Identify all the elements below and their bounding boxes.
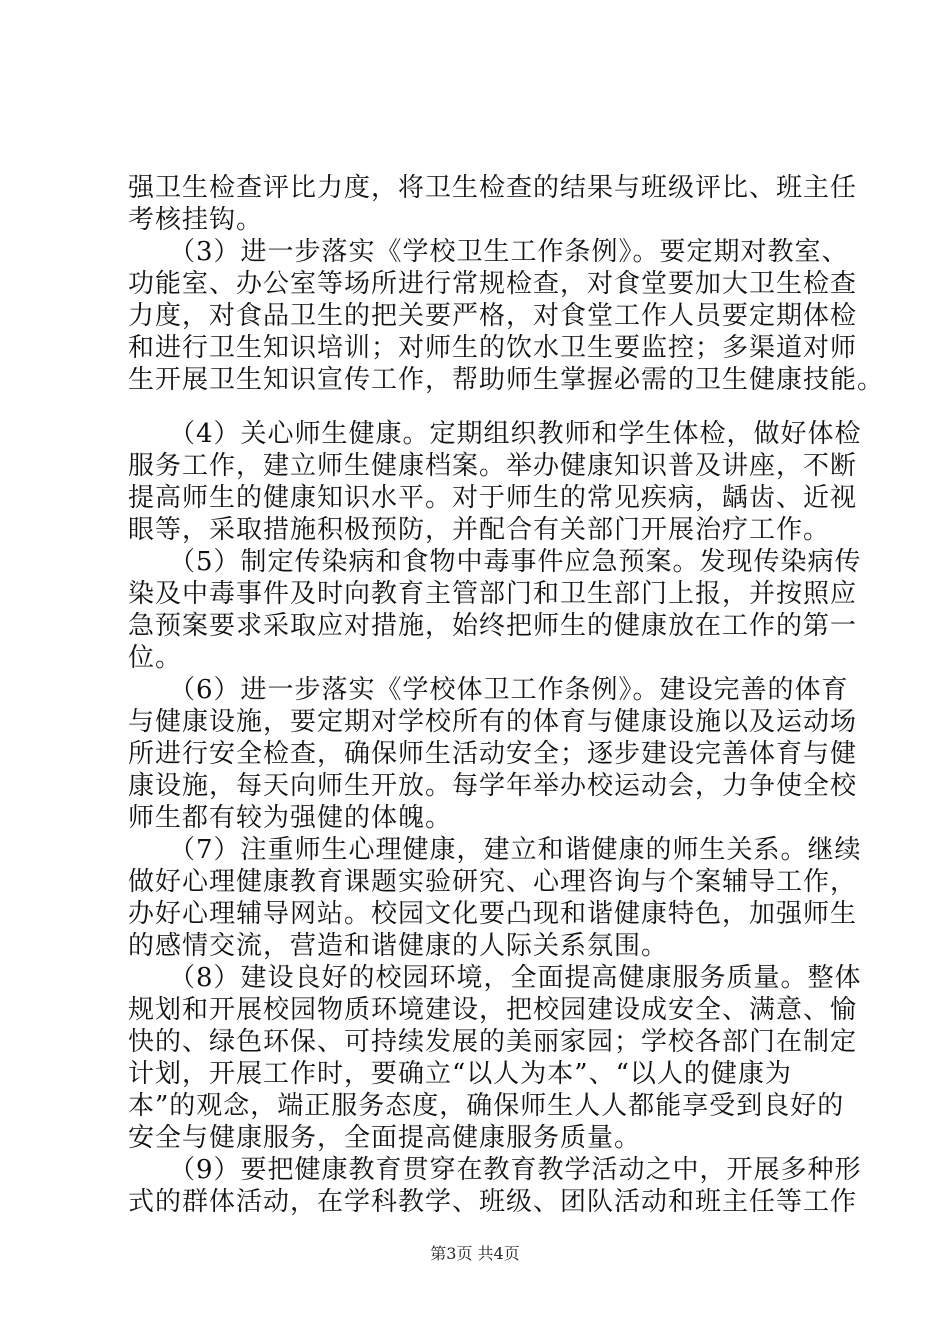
text-line: 式的群体活动，在学科教学、班级、团队活动和班主任等工作 [128, 1187, 858, 1217]
text-line: （4）关心师生健康。定期组织教师和学生体检，做好体检 [128, 419, 862, 449]
text-line: 染及中毒事件及时向教育主管部门和卫生部门上报，并按照应 [128, 579, 858, 609]
text-line: 功能室、办公室等场所进行常规检查，对食堂要加大卫生检查 [128, 269, 858, 299]
text-line: 与健康设施，要定期对学校所有的体育与健康设施以及运动场 [128, 707, 858, 737]
text-line: （3）进一步落实《学校卫生工作条例》。要定期对教室、 [128, 237, 849, 267]
text-line: 急预案要求采取应对措施，始终把师生的健康放在工作的第一 [128, 611, 858, 641]
text-block-2 [128, 418, 862, 1218]
text-block-1 [128, 172, 885, 396]
text-line: 眼等，采取措施积极预防，并配合有关部门开展治疗工作。 [128, 515, 831, 545]
paragraph-gap [128, 396, 828, 418]
document-body [128, 172, 885, 1218]
text-line: 考核挂钩。 [128, 205, 264, 235]
text-line: 力度，对食品卫生的把关要严格，对食堂工作人员要定期体检 [128, 301, 858, 331]
text-line: 安全与健康服务，全面提高健康服务质量。 [128, 1123, 642, 1153]
text-line: （7）注重师生心理健康，建立和谐健康的师生关系。继续 [128, 835, 862, 865]
text-line: 办好心理辅导网站。校园文化要凸现和谐健康特色，加强师生 [128, 899, 858, 929]
text-line: （5）制定传染病和食物中毒事件应急预案。发现传染病传 [128, 547, 862, 577]
text-line: 快的、绿色环保、可持续发展的美丽家园；学校各部门在制定 [128, 1027, 858, 1057]
text-line: 提高师生的健康知识水平。对于师生的常见疾病，龋齿、近视 [128, 483, 858, 513]
text-line: 师生都有较为强健的体魄。 [128, 803, 453, 833]
text-line: （6）进一步落实《学校体卫工作条例》。建设完善的体育 [128, 675, 849, 705]
text-line: 和进行卫生知识培训；对师生的饮水卫生要监控；多渠道对师 [128, 333, 858, 363]
text-line: 做好心理健康教育课题实验研究、心理咨询与个案辅导工作， [128, 867, 858, 897]
text-line: 康设施，每天向师生开放。每学年举办校运动会，力争使全校 [128, 771, 858, 801]
text-line: 位。 [128, 643, 183, 673]
page-number-footer: 第3页 共4页 [430, 1244, 520, 1263]
text-line: （8）建设良好的校园环境，全面提高健康服务质量。整体 [128, 963, 862, 993]
text-line: 所进行安全检查，确保师生活动安全；逐步建设完善体育与健 [128, 739, 858, 769]
text-line: 生开展卫生知识宣传工作，帮助师生掌握必需的卫生健康技能。 [128, 365, 885, 395]
text-line: 本”的观念，端正服务态度，确保师生人人都能享受到良好的 [128, 1091, 845, 1121]
text-line: 的感情交流，营造和谐健康的人际关系氛围。 [128, 931, 669, 961]
text-line: 规划和开展校园物质环境建设，把校园建设成安全、满意、愉 [128, 995, 858, 1025]
text-line: 强卫生检查评比力度，将卫生检查的结果与班级评比、班主任 [128, 173, 858, 203]
text-line: （9）要把健康教育贯穿在教育教学活动之中，开展多种形 [128, 1155, 862, 1185]
text-line: 计划，开展工作时，要确立“以人为本”、“以人的健康为 [128, 1059, 792, 1089]
text-line: 服务工作，建立师生健康档案。举办健康知识普及讲座，不断 [128, 451, 858, 481]
